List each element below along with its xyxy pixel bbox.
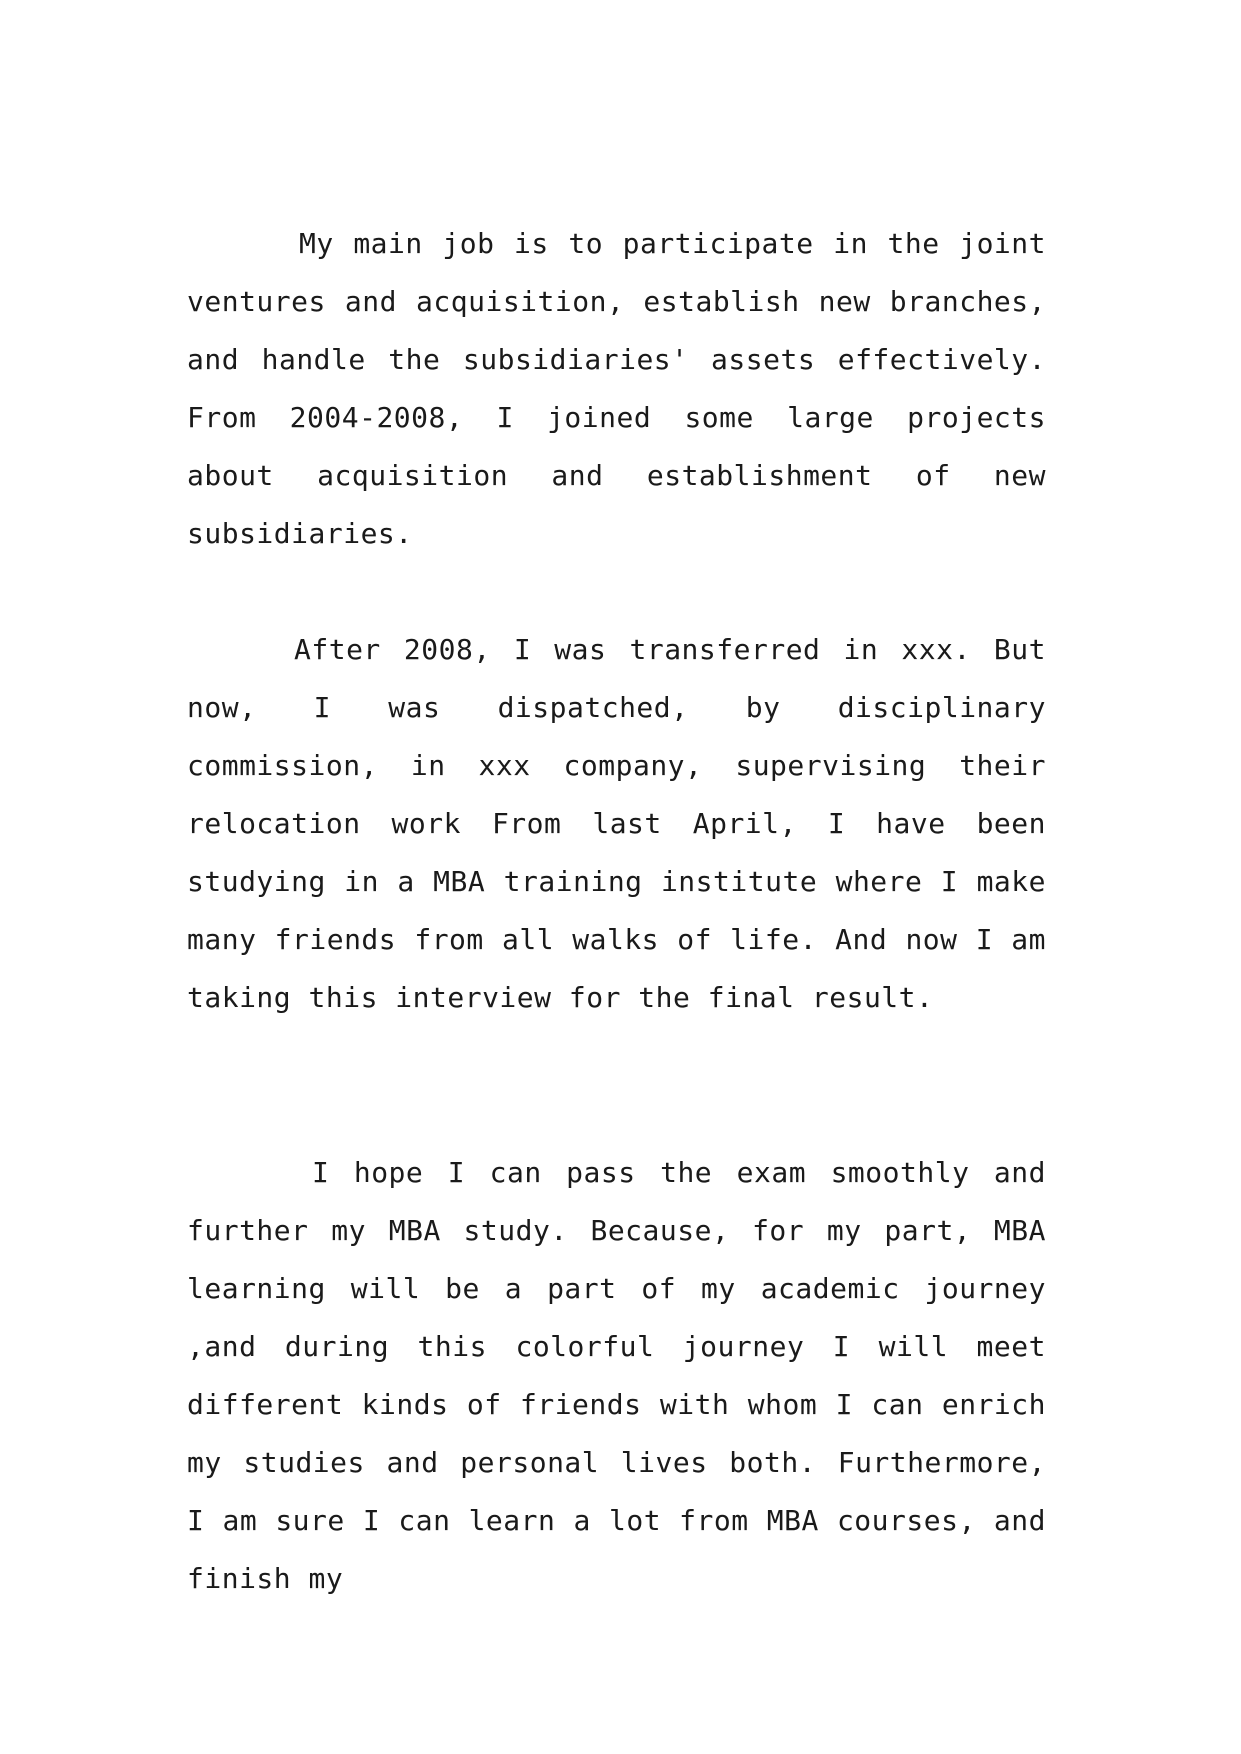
paragraph-career-history: After 2008, I was transferred in xxx. But now, I was dispatched, by disciplinary commission, in xxx company, supervising their relocation work From last April, I have been studying in a MBA training institute where I make many friends from all walks of life. And now I am taking this interview for the final result. bbox=[187, 633, 1046, 1014]
paragraph-job-description: My main job is to participate in the joint ventures and acquisition, establish new branches, and handle the subsidiaries' assets effectively. From 2004-2008, I joined some large projects about acquisition and establishment of new subsidiaries. bbox=[187, 227, 1046, 550]
paragraph-mba-hopes: I hope I can pass the exam smoothly and further my MBA study. Because, for my part, MBA learning will be a part of my academic journey ,and during this colorful journey I will meet different kinds of friends with whom I can enrich my studies and personal lives both. Furthermore, I am sure I can learn a lot from MBA courses, and finish my bbox=[187, 1156, 1046, 1595]
